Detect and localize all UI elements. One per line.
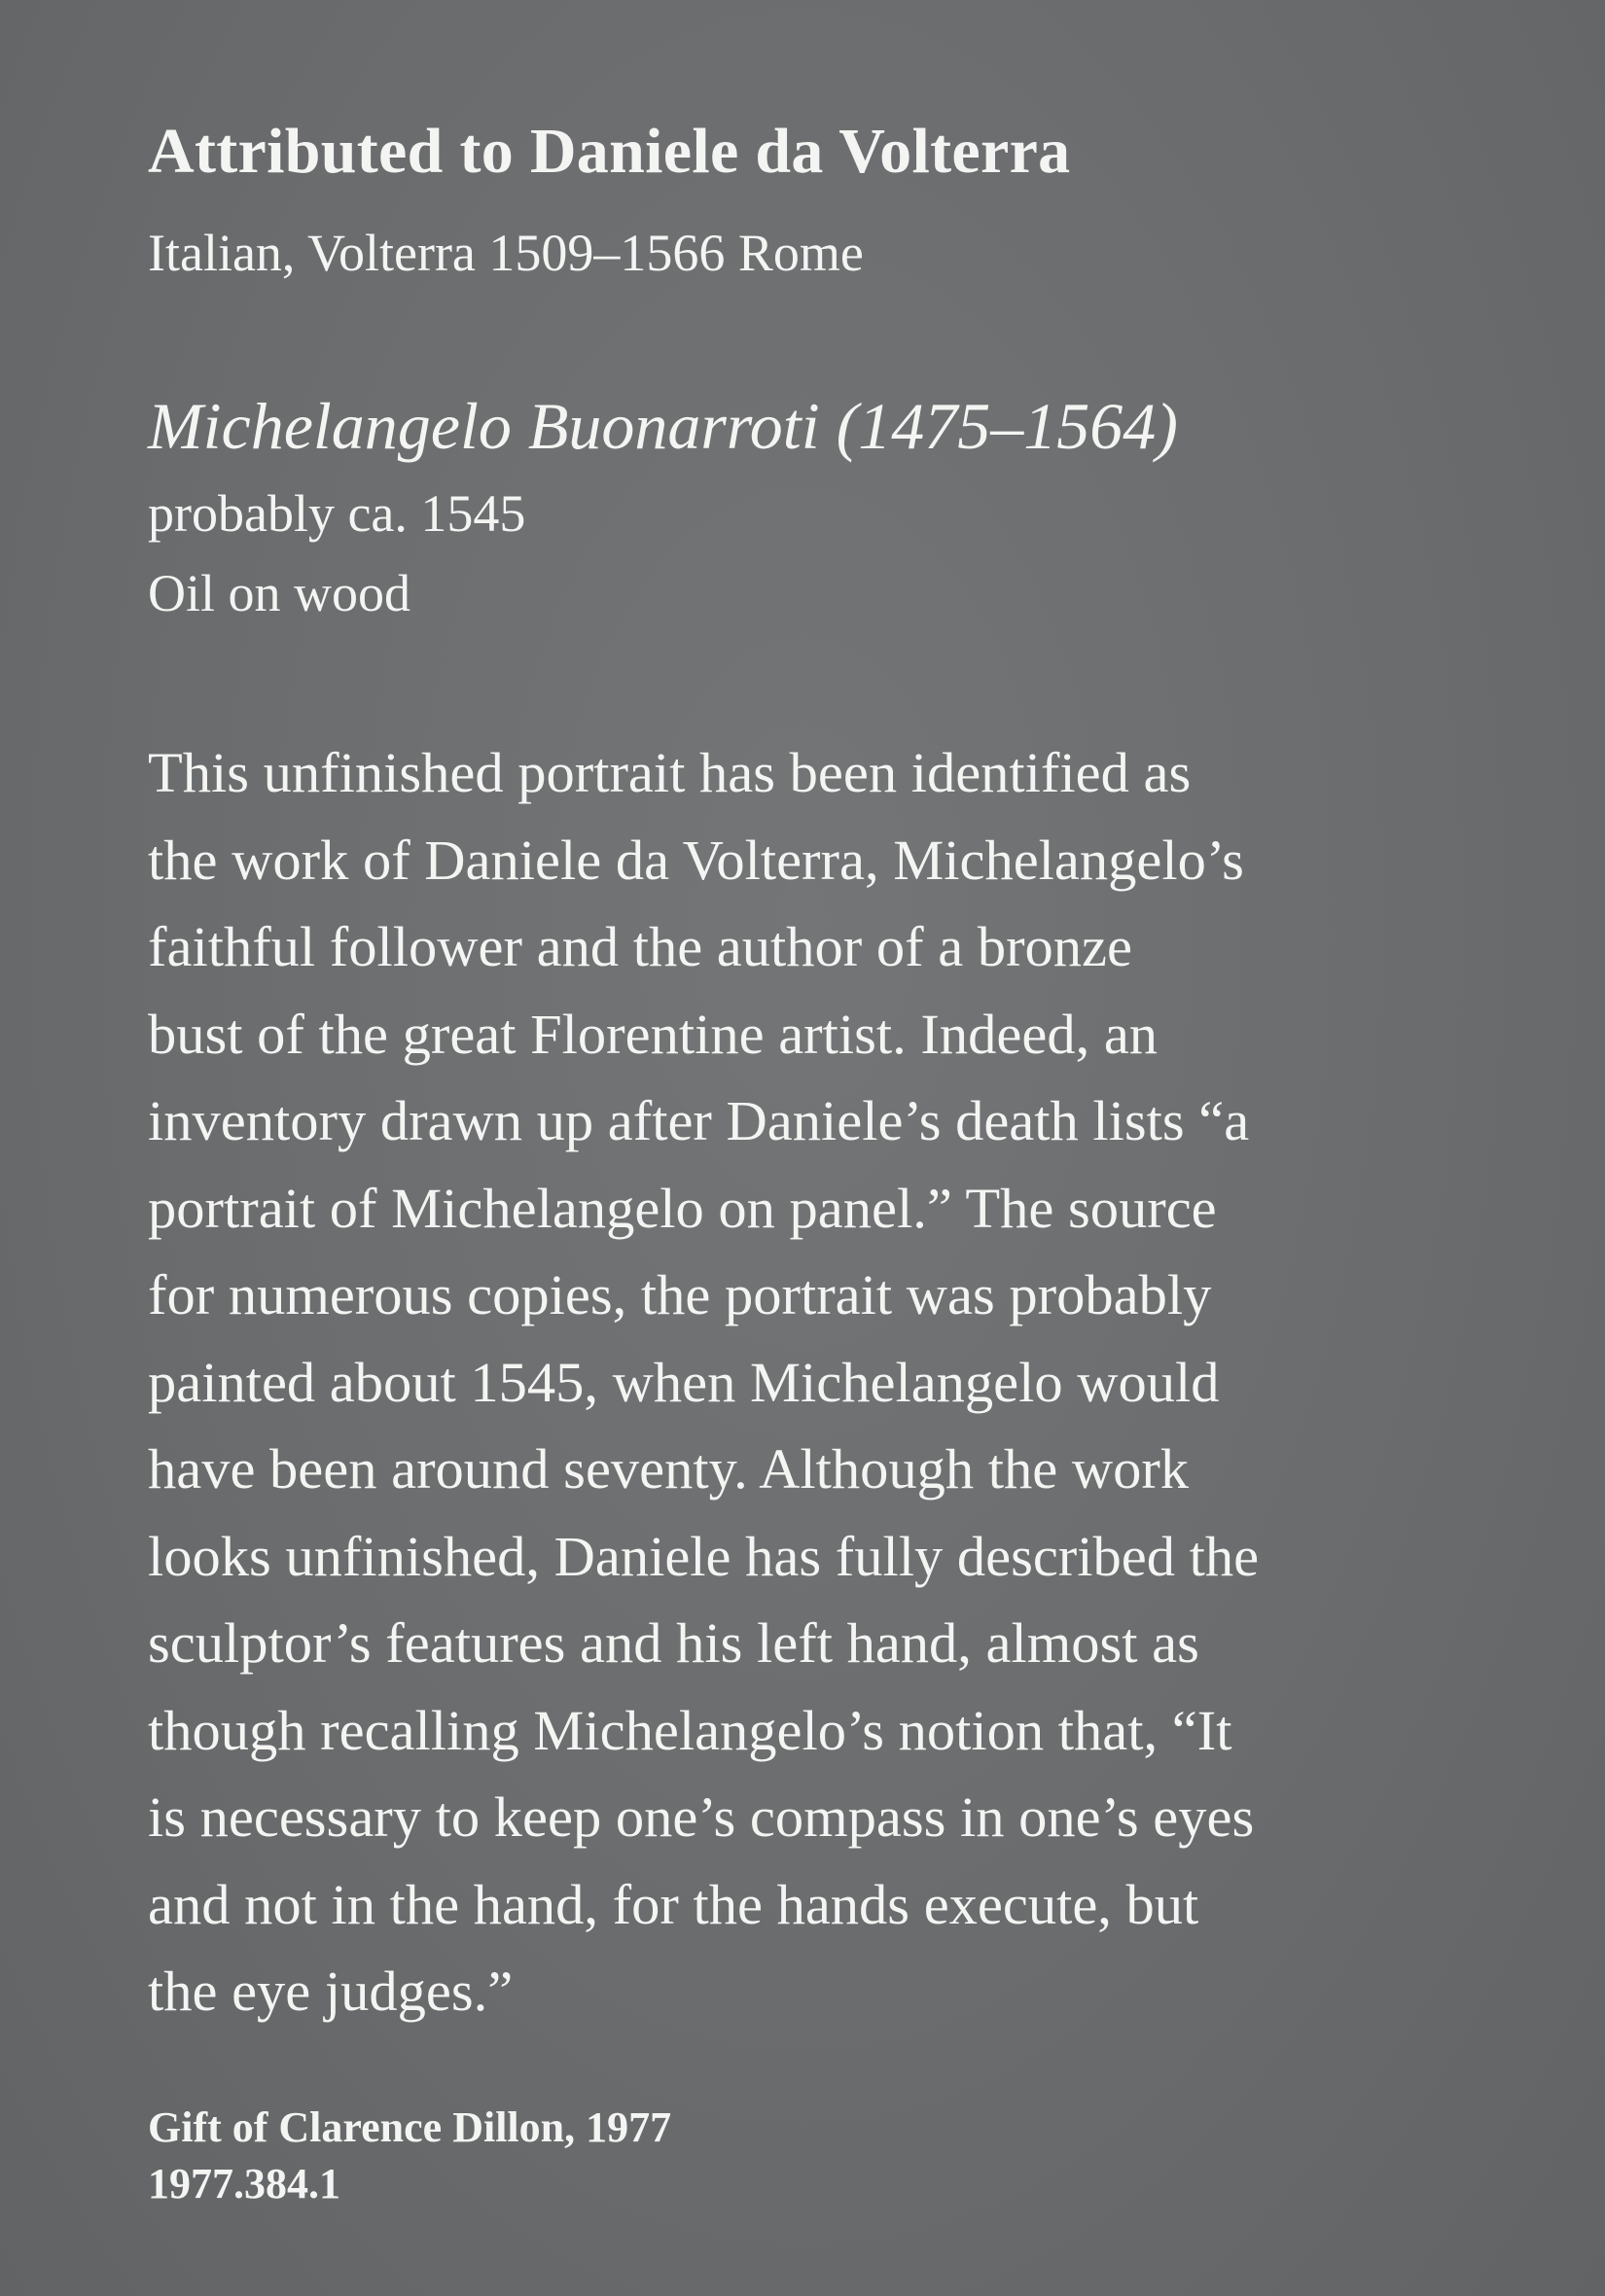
- description-line: have been around seventy. Although the work: [148, 1437, 1190, 1501]
- artist-name: Attributed to Daniele da Volterra: [148, 116, 1071, 187]
- credit-line: Gift of Clarence Dillon, 1977: [148, 2103, 672, 2151]
- accession-number: 1977.384.1: [148, 2160, 340, 2208]
- artist-nationality-dates: Italian, Volterra 1509–1566 Rome: [148, 224, 864, 282]
- description-line: and not in the hand, for the hands execute, but: [148, 1872, 1199, 1936]
- description-line: This unfinished portrait has been identified as: [148, 741, 1192, 804]
- description-line: the work of Daniele da Volterra, Michelangelo’s: [148, 828, 1244, 892]
- artwork-title: Michelangelo Buonarroti (1475–1564): [148, 389, 1178, 463]
- description-line: though recalling Michelangelo’s notion that, “It: [148, 1698, 1232, 1762]
- description-line: the eye judges.”: [148, 1960, 514, 2023]
- description-line: sculptor’s features and his left hand, almost as: [148, 1611, 1199, 1675]
- description-line: painted about 1545, when Michelangelo would: [148, 1350, 1220, 1414]
- description-line: inventory drawn up after Daniele’s death lists “a: [148, 1089, 1250, 1152]
- artwork-medium: Oil on wood: [148, 564, 410, 622]
- description-line: faithful follower and the author of a bronze: [148, 915, 1132, 978]
- description-line: for numerous copies, the portrait was probably: [148, 1263, 1212, 1326]
- artwork-date: probably ca. 1545: [148, 484, 526, 543]
- description-line: is necessary to keep one’s compass in one’s eyes: [148, 1785, 1255, 1849]
- description-line: bust of the great Florentine artist. Indeed, an: [148, 1002, 1159, 1066]
- description-line: portrait of Michelangelo on panel.” The source: [148, 1176, 1217, 1240]
- description-line: looks unfinished, Daniele has fully described the: [148, 1524, 1260, 1588]
- artwork-description: [148, 729, 1490, 2035]
